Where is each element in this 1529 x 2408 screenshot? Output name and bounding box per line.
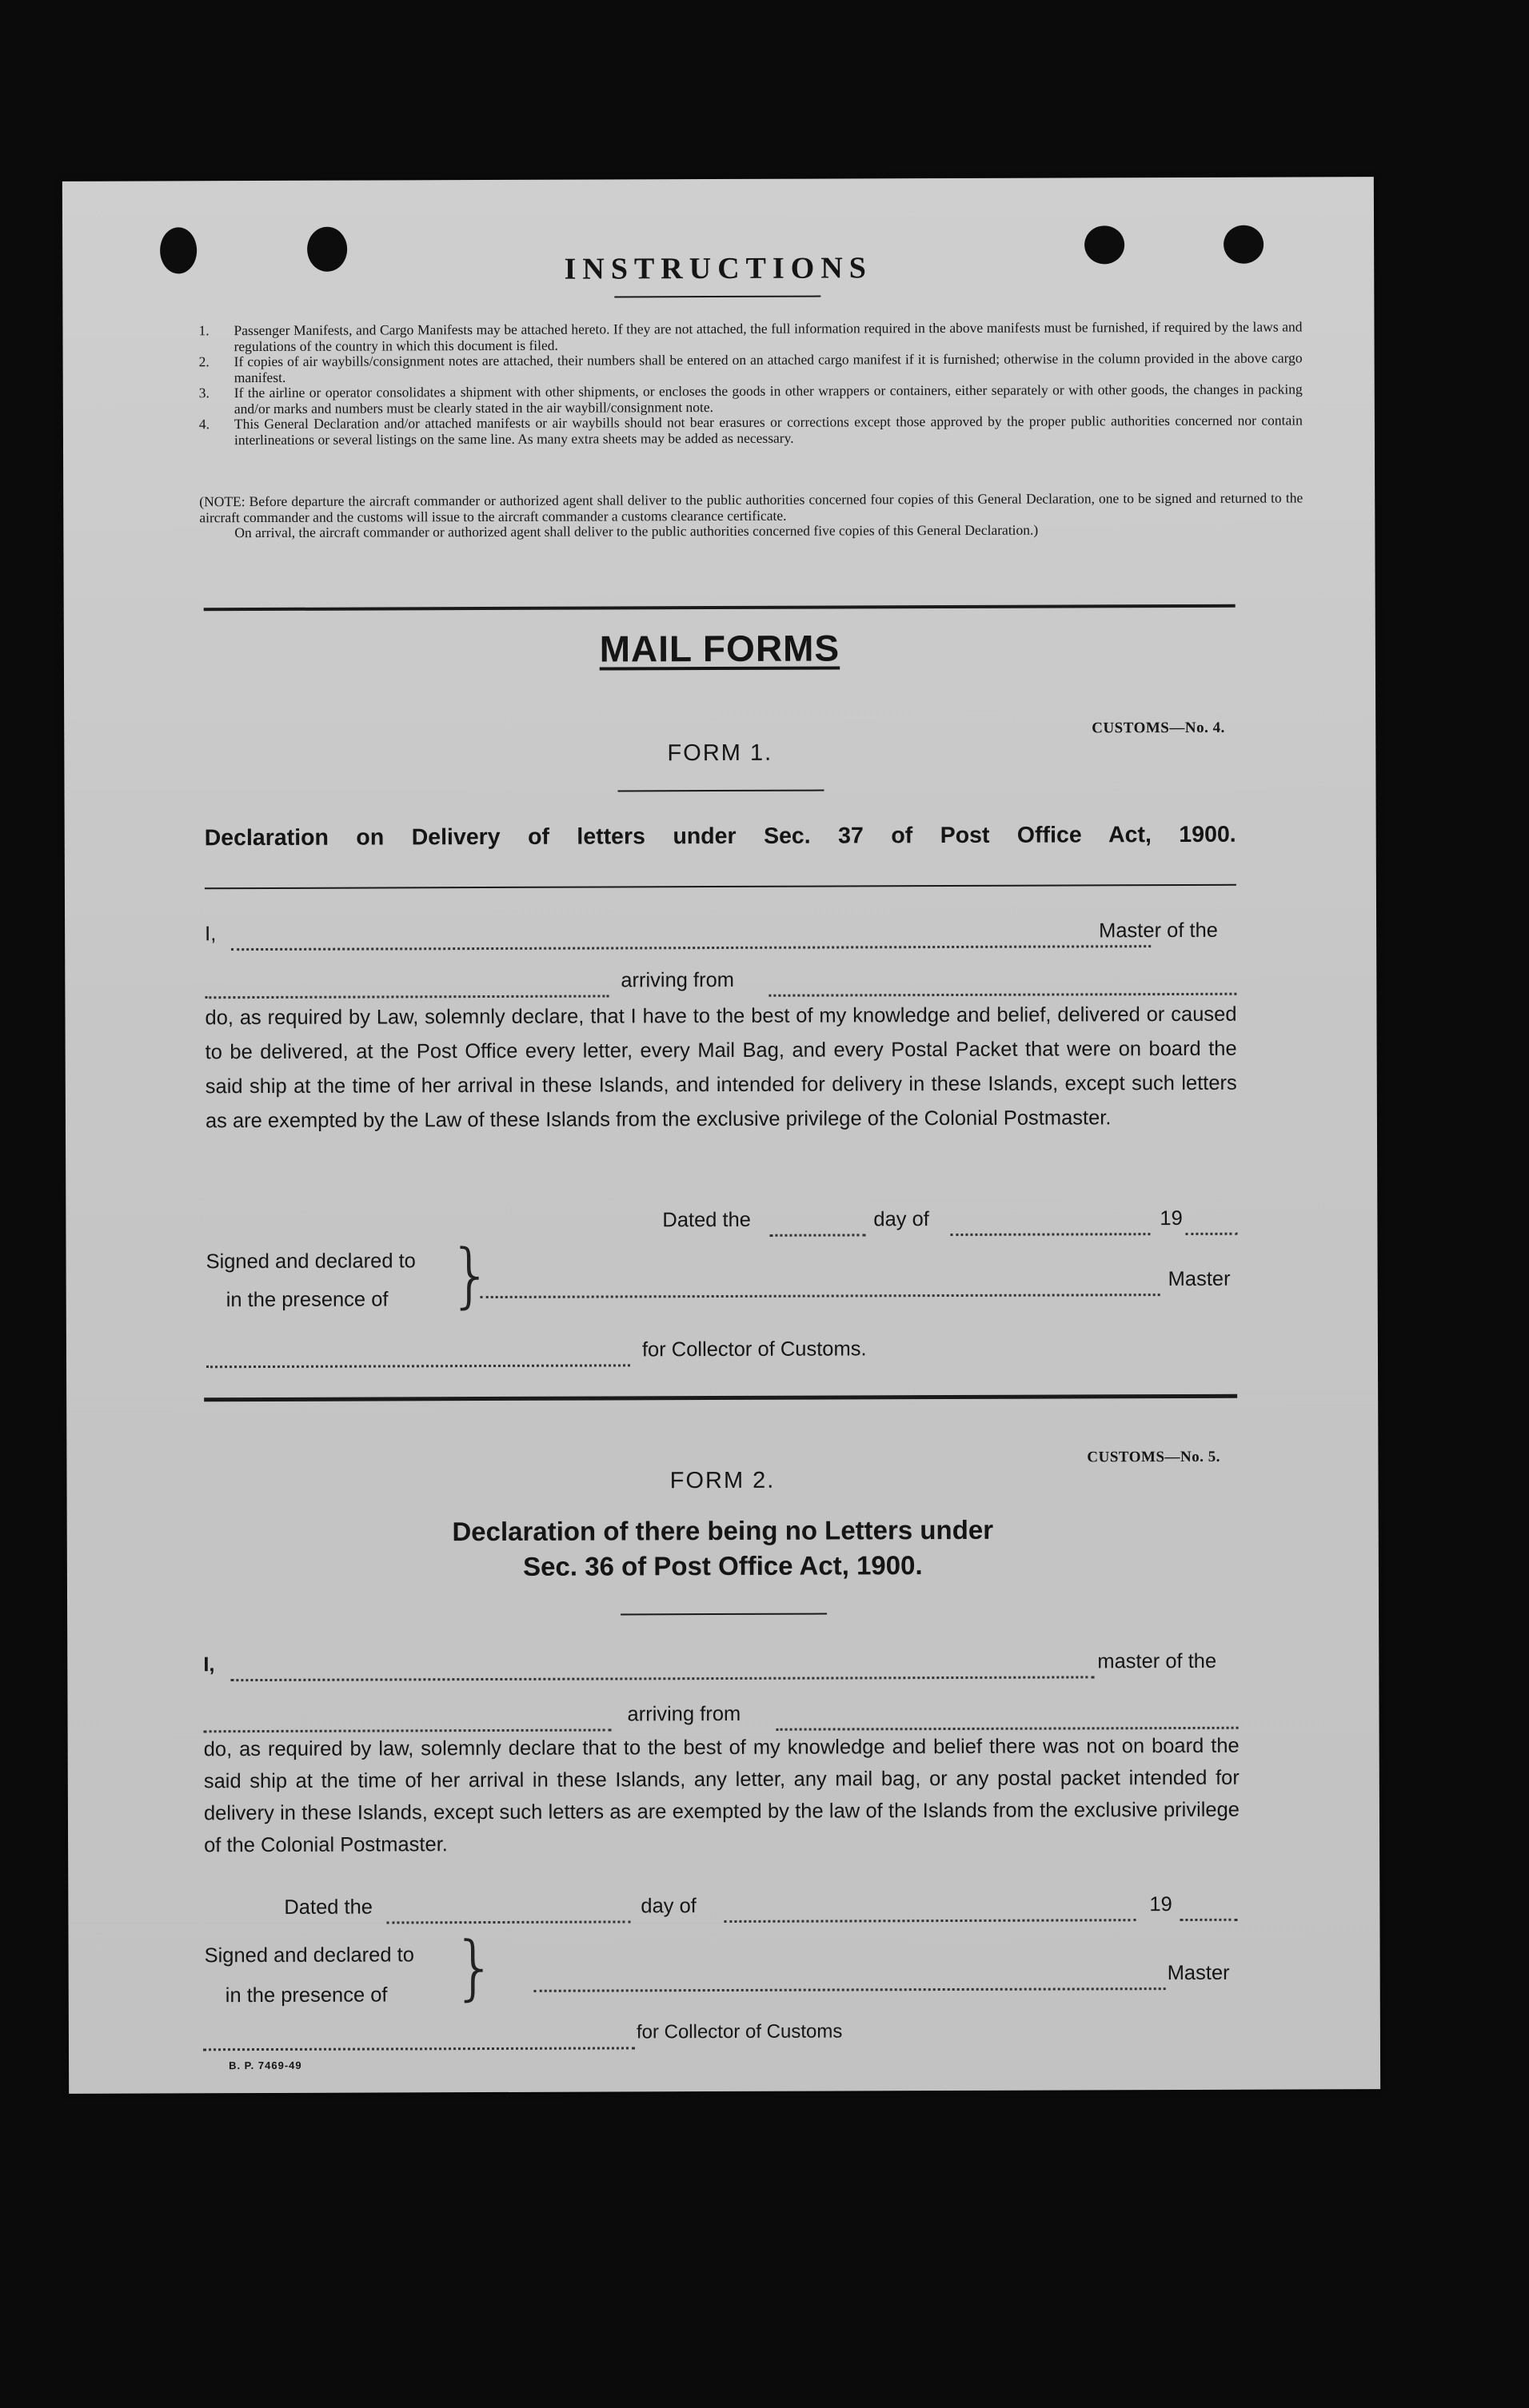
form-field-label: arriving from xyxy=(621,968,735,992)
collector-label: for Collector of Customs. xyxy=(641,1338,867,1361)
date-year-field[interactable] xyxy=(1180,1895,1237,1921)
declaration-title: Declaration of there being no Letters under xyxy=(452,1514,994,1547)
divider xyxy=(617,790,824,792)
customs-number: CUSTOMS—No. 5. xyxy=(1087,1448,1221,1466)
instruction-text: This General Declaration and/or attached manifests or air waybills should not bear erasures or corrections except those approved by the proper public authorities concerned nor contain interlineations or several listings on the same line. As many extra sheets may be added as necessary. xyxy=(234,412,1303,448)
date-year-field[interactable] xyxy=(1185,1209,1237,1235)
instruction-item xyxy=(198,319,1302,354)
date-month-field[interactable] xyxy=(724,1895,1136,1923)
instruction-text: If the airline or operator consolidates a shipment with other shipments, or encloses the goods in other wrappers or containers, either separately or with other goods, the changes in packing and/or marks and numbers must be clearly stated in the air waybill/consignment note. xyxy=(234,381,1303,417)
presence-label: in the presence of xyxy=(225,1983,388,2007)
ship-name-field[interactable] xyxy=(205,971,609,999)
instructions-heading: INSTRUCTIONS xyxy=(564,251,872,286)
form-field-label: master of the xyxy=(1097,1649,1217,1673)
date-month-field[interactable] xyxy=(950,1209,1150,1236)
master-signature-field[interactable] xyxy=(481,1270,1160,1298)
section-divider xyxy=(204,1394,1237,1402)
instruction-number: 3. xyxy=(198,385,210,401)
form-title: FORM 1. xyxy=(667,740,773,767)
master-signature-field[interactable] xyxy=(534,1963,1166,1992)
form-title: FORM 2. xyxy=(669,1467,776,1494)
form-field-label: Master of the xyxy=(1099,919,1218,943)
day-of-label: day of xyxy=(641,1895,697,1918)
year-label: 19 xyxy=(1160,1206,1183,1230)
footer-code: B. P. 7469-49 xyxy=(229,2059,302,2072)
date-day-field[interactable] xyxy=(769,1210,865,1236)
name-field[interactable] xyxy=(230,1652,1094,1681)
instruction-text: If copies of air waybills/consignment notes are attached, their numbers shall be entered on an attached cargo manifest if it is furnished; otherwise in the column provided in the above cargo manifest. xyxy=(234,349,1303,385)
arriving-from-field[interactable] xyxy=(776,1703,1238,1731)
note-arrival: On arrival, the aircraft commander or authorized agent shall deliver to the public authorities concerned five copies of this General Declaration.) xyxy=(234,521,1039,541)
ship-name-field[interactable] xyxy=(203,1704,611,1732)
brace-icon: } xyxy=(452,1925,497,2009)
master-label: Master xyxy=(1168,1267,1231,1291)
instructions-note xyxy=(199,490,1303,540)
signed-label: Signed and declared to xyxy=(204,1944,414,1967)
collector-signature-field[interactable] xyxy=(203,2023,635,2051)
collector-label: for Collector of Customs xyxy=(636,2020,843,2043)
name-field[interactable] xyxy=(231,921,1151,951)
master-label: Master xyxy=(1167,1961,1230,1985)
declaration-body: do, as required by Law, solemnly declare, that I have to the best of my knowledge and belief, delivered or caused to be delivered, at the Post Office every letter, every Mail Bag, and every Postal Packet that were on board the said ship at the time of her arrival in these Islands, and intended for delivery in these Islands, except such letters as are exempted by the Law of these Islands from the exclusive privilege of the Colonial Postmaster. xyxy=(205,1003,1237,1133)
arriving-from-field[interactable] xyxy=(768,969,1236,997)
form-field-label: arriving from xyxy=(627,1702,741,1726)
dated-label: Dated the xyxy=(284,1896,373,1919)
dated-label: Dated the xyxy=(662,1208,752,1232)
year-label: 19 xyxy=(1149,1893,1172,1916)
document-sheet xyxy=(62,177,1380,2094)
collector-signature-field[interactable] xyxy=(206,1340,630,1368)
form-field-label: I, xyxy=(205,923,217,946)
form-field-label: I, xyxy=(203,1653,215,1676)
instruction-number: 2. xyxy=(198,353,210,370)
presence-label: in the presence of xyxy=(226,1288,389,1312)
instructions-list xyxy=(198,319,1303,448)
instruction-item xyxy=(199,381,1303,417)
brace-icon: } xyxy=(448,1233,493,1317)
customs-number: CUSTOMS—No. 4. xyxy=(1092,719,1225,737)
instruction-number: 1. xyxy=(198,322,210,339)
date-day-field[interactable] xyxy=(386,1896,630,1924)
day-of-label: day of xyxy=(873,1208,929,1231)
divider xyxy=(205,884,1236,890)
declaration-body: do, as required by law, solemnly declare that to the best of my knowledge and belief there was not on board the said ship at the time of her arrival in these Islands, any letter, any mail bag, or any postal packet intended for delivery in these Islands, except such letters as are exempted by the law of the Islands from the exclusive privilege of the Colonial Postmaster. xyxy=(203,1734,1240,1857)
instruction-item xyxy=(199,413,1303,448)
declaration-title: Declaration on Delivery of letters under Sec. 37 of Post Office Act, 1900. xyxy=(204,821,1236,851)
divider xyxy=(614,296,820,298)
declaration-subtitle: Sec. 36 of Post Office Act, 1900. xyxy=(523,1550,923,1581)
signed-label: Signed and declared to xyxy=(206,1250,416,1274)
instruction-number: 4. xyxy=(198,416,210,433)
instruction-text: Passenger Manifests, and Cargo Manifests may be attached hereto. If they are not attached, the full information required in the above manifests must be furnished, if required by the laws and regulations of the country in which this document is filed. xyxy=(234,318,1303,354)
instruction-item xyxy=(199,350,1303,385)
divider xyxy=(621,1613,827,1616)
section-divider xyxy=(204,604,1236,612)
mail-forms-title: MAIL FORMS xyxy=(599,627,840,670)
note-lead: (NOTE: Before departure the aircraft commander or authorized agent shall deliver to the public authorities concerned four copies of this General Declaration, one to be signed and returned to the aircraft commander and the customs will issue to the aircraft commander a customs clearance certificate. xyxy=(199,489,1303,525)
